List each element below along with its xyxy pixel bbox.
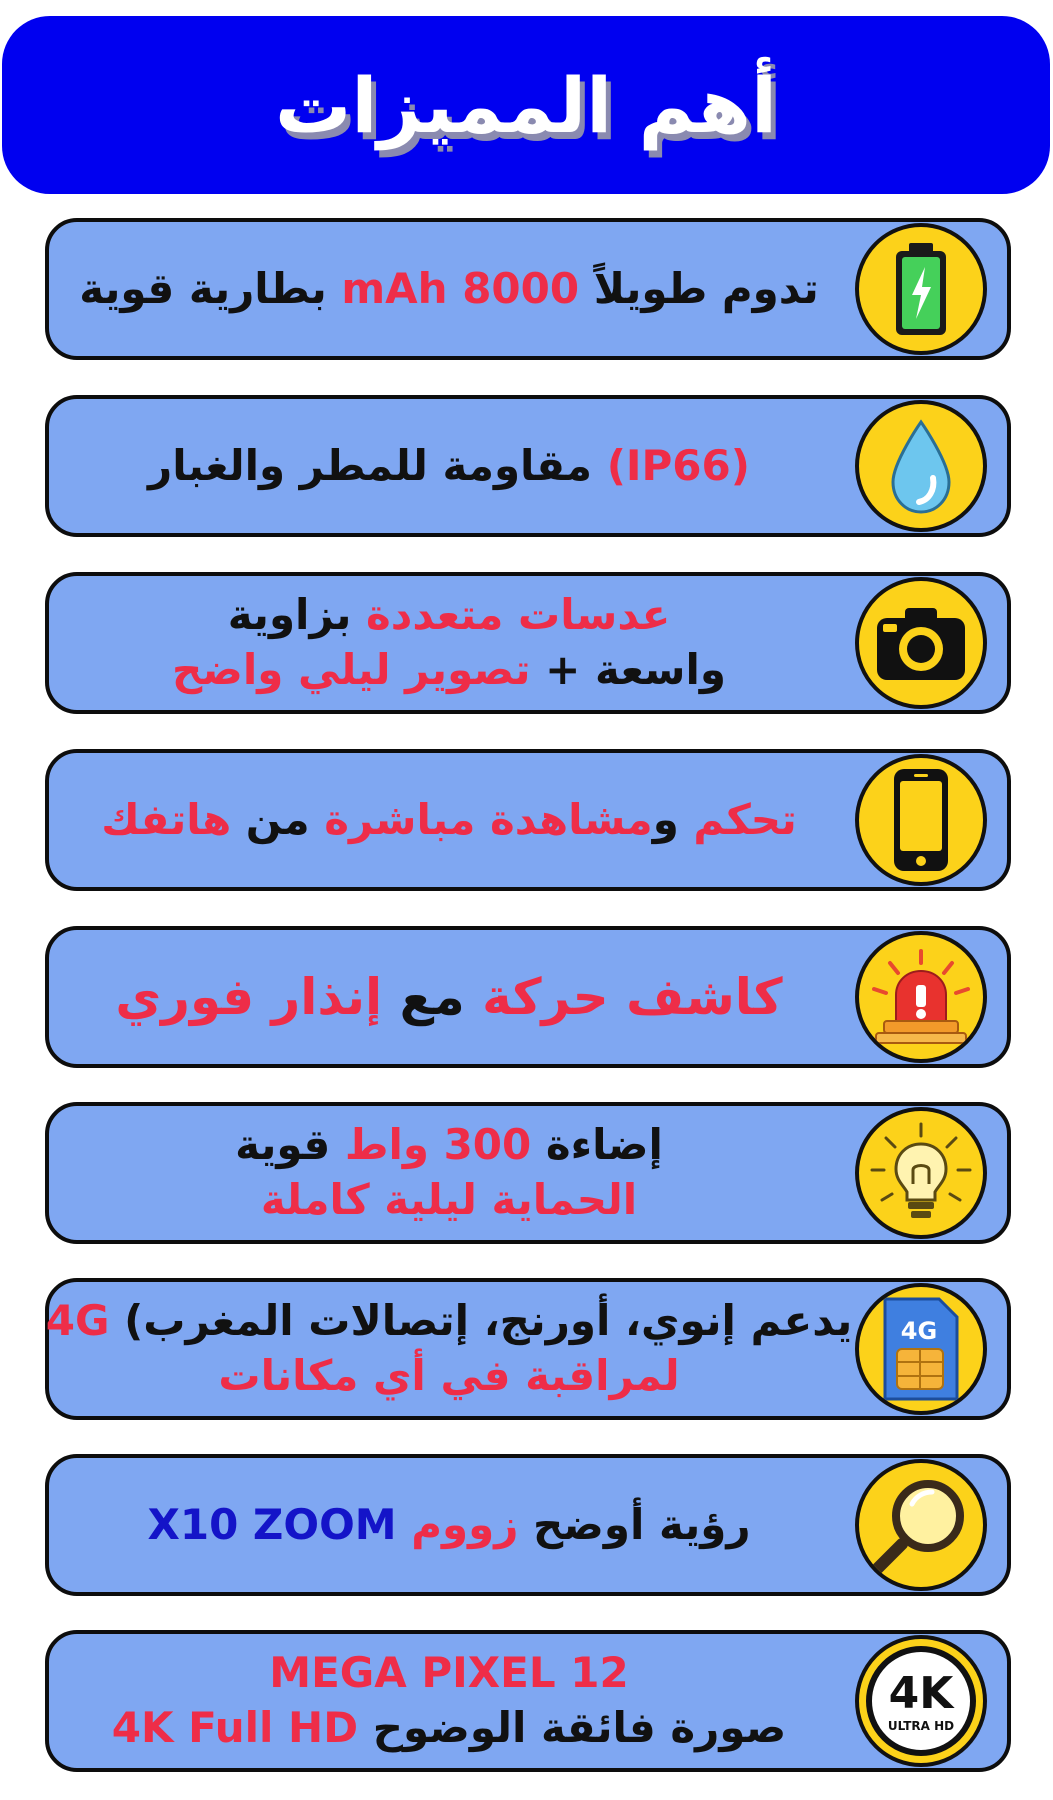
feature-text-segment: 4K Full HD bbox=[111, 1703, 359, 1752]
feature-text-line bbox=[228, 588, 671, 643]
feature-text-line bbox=[147, 1498, 750, 1553]
feature-text-segment: صورة فائقة الوضوح bbox=[358, 1703, 787, 1752]
light-bulb-icon bbox=[855, 1107, 987, 1239]
4k-label: 4K bbox=[888, 1668, 954, 1719]
feature-text-segment: مشاهدة مباشرة bbox=[324, 794, 653, 844]
sim-card-label: 4G bbox=[900, 1317, 938, 1345]
feature-card bbox=[45, 1102, 1011, 1244]
feature-text-line bbox=[269, 1646, 628, 1701]
feature-text-segment: و bbox=[652, 794, 694, 844]
feature-text-segment: لمراقبة في أي مكانات bbox=[218, 1351, 680, 1400]
feature-text-segment: تدوم طويلاً bbox=[579, 263, 819, 313]
feature-card bbox=[45, 572, 1011, 714]
header-banner bbox=[2, 16, 1050, 194]
sim-card-4g-icon bbox=[855, 1283, 987, 1415]
feature-text-segment: هاتفك bbox=[101, 794, 232, 844]
feature-text bbox=[59, 222, 839, 356]
feature-text-segment: 12 MEGA PIXEL bbox=[269, 1648, 629, 1698]
feature-text-segment: قوية bbox=[235, 1120, 345, 1170]
feature-text bbox=[59, 930, 839, 1064]
feature-text-line bbox=[112, 1701, 787, 1756]
feature-text bbox=[59, 1458, 839, 1592]
magnifier-icon bbox=[855, 1459, 987, 1591]
page-title: أهم المميزات bbox=[274, 60, 777, 150]
feature-text-segment: بطارية قوية bbox=[79, 263, 342, 313]
feature-text-segment: 4G bbox=[45, 1296, 110, 1346]
feature-text-segment: إضاءة bbox=[531, 1120, 663, 1170]
feature-text-segment: مقاومة للمطر والغبار bbox=[148, 440, 607, 490]
feature-text-line bbox=[46, 1294, 852, 1349]
feature-text-line bbox=[79, 262, 819, 317]
feature-text-segment: 300 واط bbox=[344, 1120, 532, 1170]
feature-text-line bbox=[101, 793, 797, 848]
feature-text-segment bbox=[397, 1500, 412, 1549]
feature-text-line bbox=[218, 1349, 679, 1404]
feature-text-segment: تحكم bbox=[693, 794, 797, 844]
feature-text bbox=[59, 753, 839, 887]
camera-icon bbox=[855, 577, 987, 709]
feature-text bbox=[45, 1282, 853, 1416]
feature-text bbox=[59, 1106, 839, 1240]
feature-text bbox=[59, 576, 839, 710]
smartphone-icon bbox=[855, 754, 987, 886]
feature-text-segment: بزاوية bbox=[227, 590, 366, 640]
feature-card bbox=[45, 926, 1011, 1068]
feature-text-segment: زووم bbox=[411, 1499, 519, 1549]
feature-text-segment: رؤية أوضح bbox=[518, 1499, 751, 1549]
feature-card bbox=[45, 1278, 1011, 1420]
ultra-hd-label: ULTRA HD bbox=[887, 1719, 955, 1733]
feature-text-segment: مع bbox=[382, 967, 483, 1026]
4k-ultra-hd-icon bbox=[855, 1635, 987, 1767]
feature-text-segment: عدسات متعددة bbox=[365, 590, 671, 640]
feature-text-segment: الحماية ليلية كاملة bbox=[260, 1175, 638, 1224]
feature-text-segment: 8000 mAh bbox=[341, 263, 580, 313]
feature-card bbox=[45, 395, 1011, 537]
feature-text-segment: (IP66) bbox=[606, 440, 750, 490]
feature-text-line bbox=[115, 965, 782, 1030]
feature-card bbox=[45, 218, 1011, 360]
feature-card bbox=[45, 1454, 1011, 1596]
feature-text-segment: إنذار فوري bbox=[115, 967, 383, 1026]
feature-text-segment: كاشف حركة bbox=[482, 967, 783, 1026]
feature-text-line bbox=[235, 1118, 663, 1173]
water-drop-icon bbox=[855, 400, 987, 532]
alarm-siren-icon bbox=[855, 931, 987, 1063]
feature-text-line bbox=[261, 1173, 637, 1228]
feature-card bbox=[45, 749, 1011, 891]
battery-icon bbox=[855, 223, 987, 355]
feature-text-segment: تصوير ليلي واضح bbox=[172, 645, 531, 694]
feature-text-segment: من bbox=[231, 794, 325, 844]
feature-text bbox=[59, 1634, 839, 1768]
feature-text-line bbox=[148, 439, 750, 494]
feature-text-segment: X10 ZOOM bbox=[147, 1499, 397, 1549]
feature-text-line bbox=[172, 643, 726, 698]
feature-text bbox=[59, 399, 839, 533]
feature-card bbox=[45, 1630, 1011, 1772]
feature-text-segment: واسعة + bbox=[530, 645, 726, 694]
feature-text-segment: يدعم إنوي، أورنج، إتصالات المغرب) bbox=[109, 1296, 853, 1346]
